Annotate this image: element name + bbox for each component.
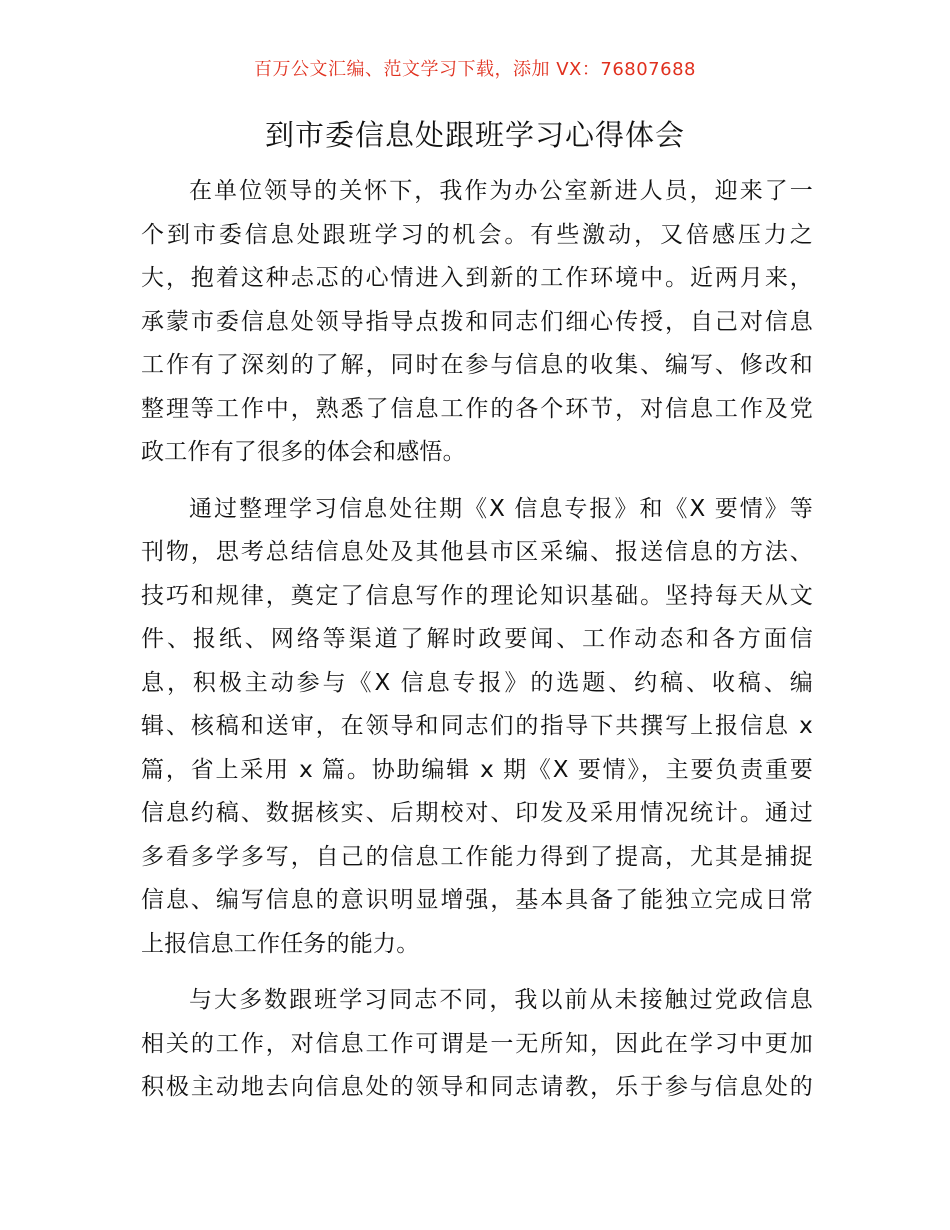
paragraph-line: 篇，省上采用 x 篇。协助编辑 x 期《X 要情》，主要负责重要 [141, 756, 813, 783]
paragraph-line: 辑、核稿和送审，在领导和同志们的指导下共撰写上报信息 x [141, 713, 813, 739]
paragraph-line: 政工作有了很多的体会和感悟。 [141, 439, 466, 465]
paragraph-line: 积极主动地去向信息处的领导和同志请教，乐于参与信息处的 [141, 1074, 813, 1100]
paragraph-line: 上报信息工作任务的能力。 [141, 930, 420, 957]
paragraph-line: 在单位领导的关怀下，我作为办公室新进人员，迎来了一 [189, 178, 813, 204]
paragraph-line: 承蒙市委信息处领导指导点拨和同志们细心传授，自己对信息 [141, 308, 813, 335]
paragraph-line: 大，抱着这种忐忑的心情进入到新的工作环境中。近两月来， [141, 265, 813, 291]
paragraph-line: 信息约稿、数据核实、后期校对、印发及采用情况统计。通过 [141, 800, 813, 826]
paragraph-line: 通过整理学习信息处往期《X 信息专报》和《X 要情》等 [189, 495, 813, 522]
paragraph-line: 技巧和规律，奠定了信息写作的理论知识基础。坚持每天从文 [141, 582, 813, 609]
paragraph-line: 个到市委信息处跟班学习的机会。有些激动，又倍感压力之 [141, 221, 813, 248]
paragraph-line: 多看多学多写，自己的信息工作能力得到了提高，尤其是捕捉 [141, 843, 813, 870]
paragraph-line: 整理等工作中，熟悉了信息工作的各个环节，对信息工作及党 [141, 395, 813, 422]
paragraph-line: 信息、编写信息的意识明显增强，基本具备了能独立完成日常 [141, 887, 813, 913]
document-title: 到市委信息处跟班学习心得体会 [264, 118, 685, 152]
paragraph [141, 170, 813, 475]
header-promo-note: 百万公文汇编、范文学习下载，添加 VX：76807688 [254, 59, 696, 80]
paragraph [141, 979, 813, 1110]
paragraph-line: 件、报纸、网络等渠道了解时政要闻、工作动态和各方面信 [141, 626, 813, 652]
paragraph-line: 工作有了深刻的了解，同时在参与信息的收集、编写、修改和 [141, 352, 813, 378]
paragraph-line: 相关的工作，对信息工作可谓是一无所知，因此在学习中更加 [141, 1030, 813, 1057]
paragraph-line: 刊物，思考总结信息处及其他县市区采编、报送信息的方法、 [141, 539, 813, 565]
document-body [141, 170, 813, 1123]
paragraph [141, 488, 813, 967]
paragraph-line: 息，积极主动参与《X 信息专报》的选题、约稿、收稿、编 [141, 669, 813, 696]
paragraph-line: 与大多数跟班学习同志不同，我以前从未接触过党政信息 [189, 987, 813, 1013]
